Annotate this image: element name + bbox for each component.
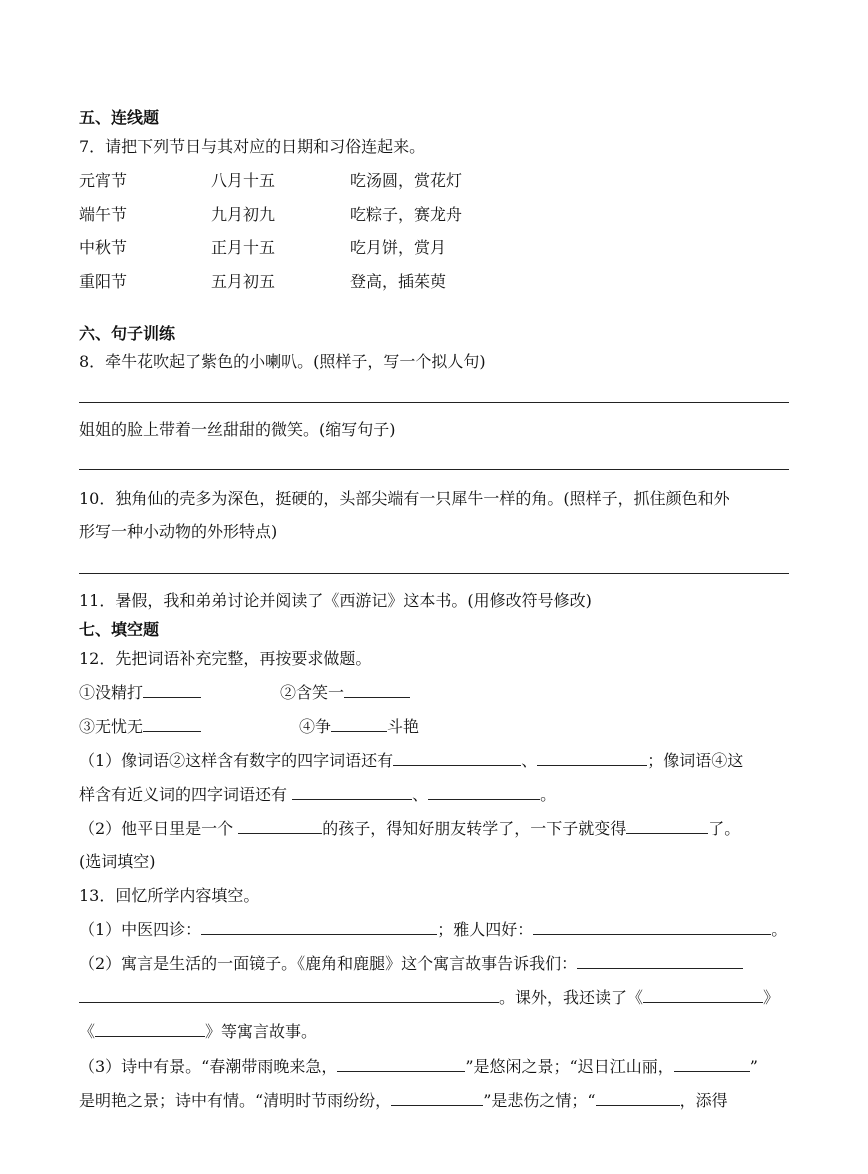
section-heading-matching: 五、连线题 <box>79 108 160 127</box>
date-2: 九月初九 <box>211 205 276 224</box>
festival-1: 元宵节 <box>79 171 128 190</box>
question-10-line1: 10．独角仙的壳多为深色，挺硬的，头部尖端有一只犀牛一样的角。(照样子，抓住颜色和外 <box>79 489 730 508</box>
q13-3-blank-1[interactable] <box>337 1057 465 1072</box>
custom-2: 吃粽子，赛龙舟 <box>350 205 463 224</box>
question-13-3-line1: （3）诗中有景。“春潮带雨晚来急， ”是悠闲之景；“迟日江山丽， ” <box>79 1057 758 1076</box>
word-3-blank[interactable] <box>143 717 201 732</box>
question-12-2-line2: (选词填空) <box>79 852 156 871</box>
answer-line-10[interactable] <box>79 573 789 574</box>
q12-2-blank-2[interactable] <box>626 819 708 834</box>
word-1-blank[interactable] <box>143 683 201 698</box>
festival-4: 重阳节 <box>79 272 128 291</box>
question-13-3-line2: 是明艳之景；诗中有情。“清明时节雨纷纷， ”是悲伤之情；“ ，添得 <box>79 1091 728 1110</box>
question-13-2-line2: 。课外，我还读了《 》 <box>79 988 779 1008</box>
custom-4: 登高，插茱萸 <box>350 272 447 291</box>
question-11: 11．暑假，我和弟弟讨论并阅读了《西游记》这本书。(用修改符号修改) <box>79 591 592 610</box>
question-10-line2: 形写一种小动物的外形特点) <box>79 522 278 541</box>
word-2: ②含笑一 <box>280 683 410 703</box>
q12-2-blank-1[interactable] <box>238 819 322 834</box>
question-9: 姐姐的脸上带着一丝甜甜的微笑。(缩写句子) <box>79 420 396 439</box>
question-12-2-line1: （2）他平日里是一个 的孩子，得知好朋友转学了，一下子就变得 了。 <box>79 819 741 838</box>
q13-3-blank-3[interactable] <box>391 1091 483 1106</box>
custom-1: 吃汤圆，赏花灯 <box>350 171 463 190</box>
word-3: ③无忧无 <box>79 717 201 737</box>
section-heading-sentences: 六、句子训练 <box>79 324 176 343</box>
q12-1-blank-2[interactable] <box>537 751 647 766</box>
word-4-blank[interactable] <box>331 717 387 732</box>
festival-2: 端午节 <box>79 205 128 224</box>
q12-1-blank-3[interactable] <box>292 785 412 800</box>
word-4: ④争 斗艳 <box>299 717 420 736</box>
q12-1-blank-4[interactable] <box>428 785 540 800</box>
question-13: 13．回忆所学内容填空。 <box>79 886 260 905</box>
section-heading-fill-blanks: 七、填空题 <box>79 620 160 639</box>
question-12-1-line2: 样含有近义词的四字词语还有 、 。 <box>79 785 557 804</box>
question-7: 7．请把下列节日与其对应的日期和习俗连起来。 <box>79 137 426 156</box>
question-8: 8．牵牛花吹起了紫色的小喇叭。(照样子，写一个拟人句) <box>79 352 486 371</box>
date-1: 八月十五 <box>211 171 276 190</box>
answer-line-9[interactable] <box>79 469 789 470</box>
q13-3-blank-2[interactable] <box>674 1057 750 1072</box>
q12-1-blank-1[interactable] <box>393 751 521 766</box>
word-1: ①没精打 <box>79 683 201 703</box>
q13-1-blank-1[interactable] <box>201 920 437 935</box>
date-3: 正月十五 <box>211 238 276 257</box>
q13-2-blank-3[interactable] <box>643 988 763 1003</box>
q13-3-blank-4[interactable] <box>596 1091 680 1106</box>
custom-3: 吃月饼，赏月 <box>350 238 447 257</box>
q13-2-blank-4[interactable] <box>95 1022 205 1037</box>
q13-1-blank-2[interactable] <box>533 920 771 935</box>
q13-2-blank-2[interactable] <box>79 988 499 1003</box>
question-13-2-line1: （2）寓言是生活的一面镜子。《鹿角和鹿腿》这个寓言故事告诉我们： <box>79 954 743 974</box>
question-12: 12．先把词语补充完整，再按要求做题。 <box>79 649 372 668</box>
festival-3: 中秋节 <box>79 238 128 257</box>
q13-2-blank-1[interactable] <box>577 954 743 969</box>
question-13-2-line3: 《 》等寓言故事。 <box>79 1022 318 1041</box>
date-4: 五月初五 <box>211 272 276 291</box>
question-13-1: （1）中医四诊： ；雅人四好： 。 <box>79 920 788 939</box>
question-12-1-line1: （1）像词语②这样含有数字的四字词语还有 、 ；像词语④这 <box>79 751 744 770</box>
answer-line-8[interactable] <box>79 402 789 403</box>
word-2-blank[interactable] <box>344 683 410 698</box>
